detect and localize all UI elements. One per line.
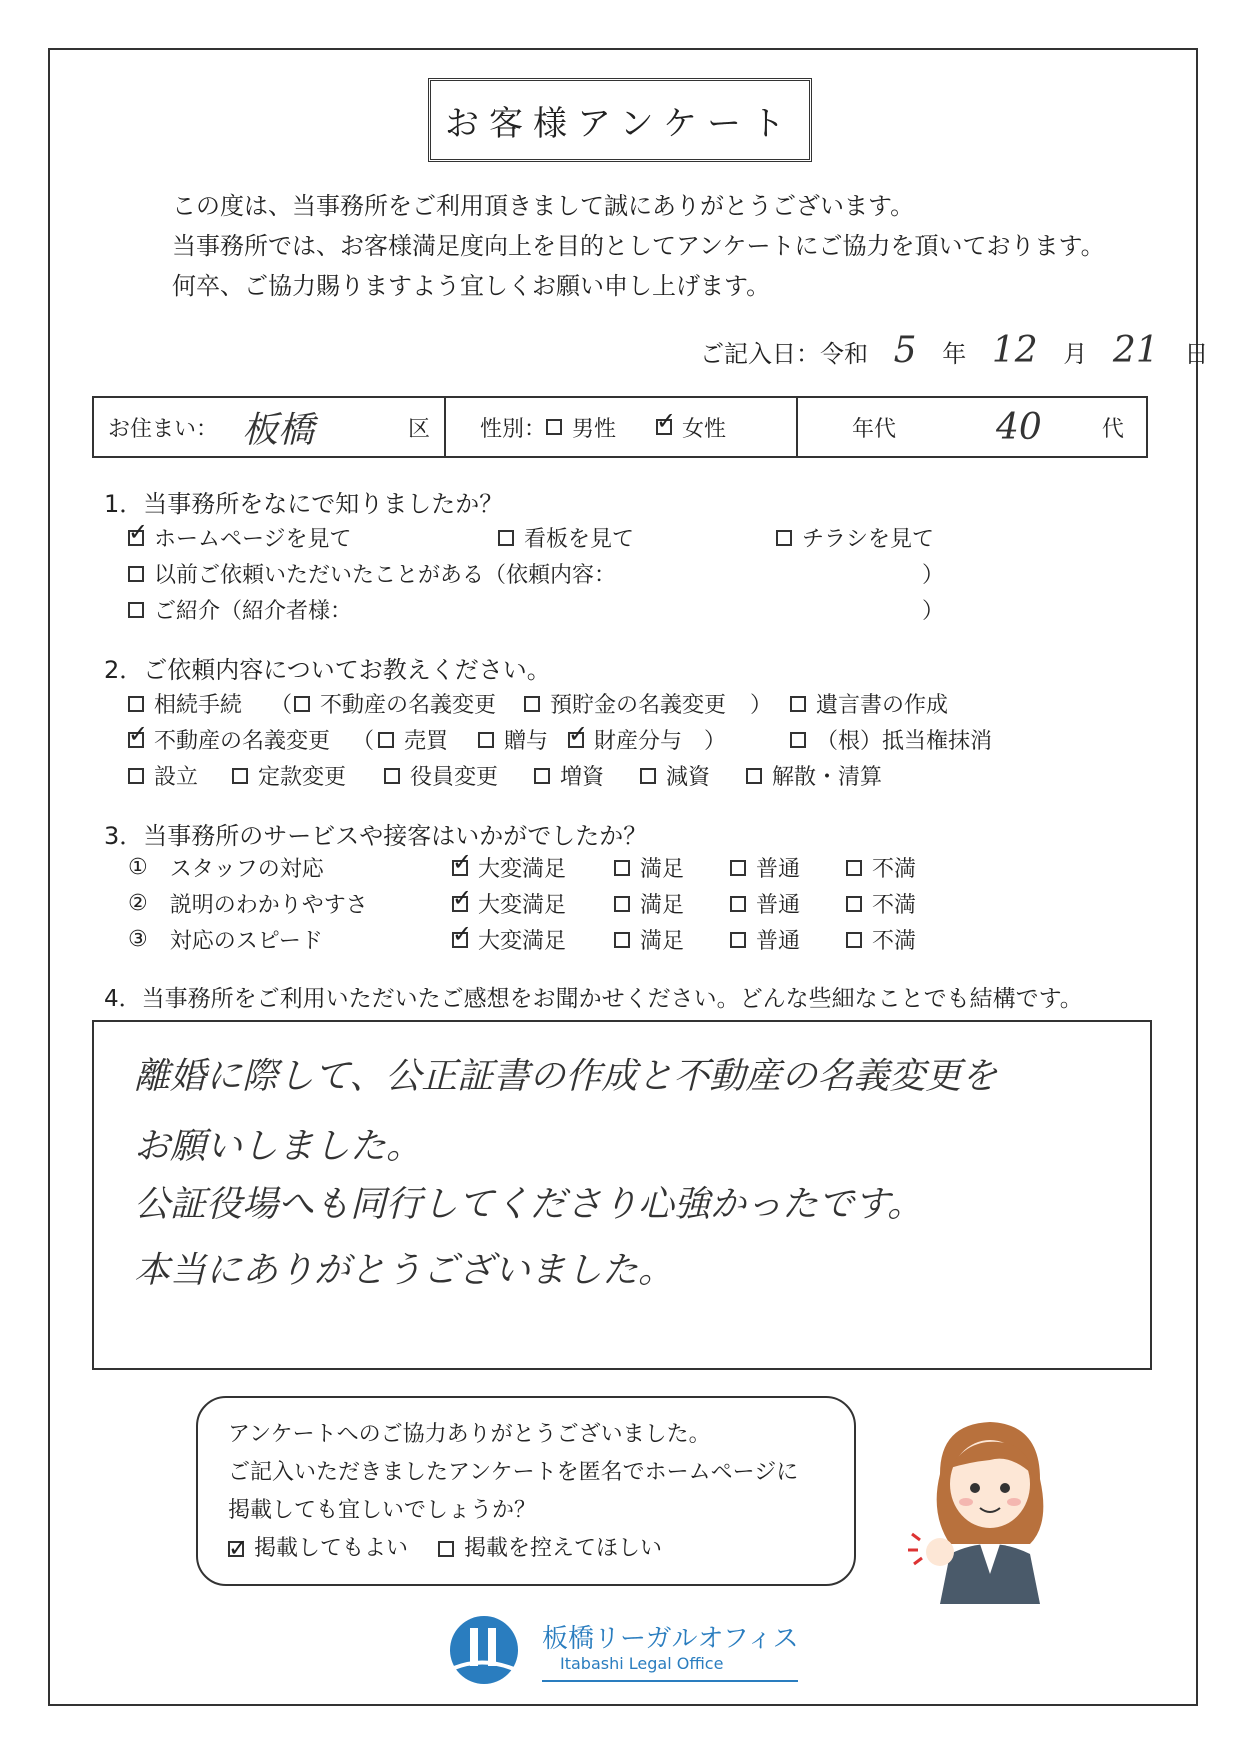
rating-label: 普通 (756, 893, 801, 918)
item-number: ② (128, 891, 148, 916)
q2-paren-open (270, 688, 292, 719)
rating-normal[interactable] (730, 852, 800, 883)
logo-name-en: Itabashi Legal Office (560, 1654, 724, 1673)
q1-option-referral[interactable] (128, 594, 352, 625)
option-label: 預貯金の名義変更 (550, 693, 727, 718)
paren: ） (704, 729, 727, 754)
age-cell (798, 398, 1146, 456)
date-label: ご記入日：令和 (700, 340, 868, 368)
q2-title: 2．ご依頼内容についてお教えください。 (104, 656, 551, 684)
q4-title: 4．当事務所をご利用いただいたご感想をお聞かせください。どんな些細なことでも結構です。 (104, 986, 1083, 1012)
checkbox[interactable] (128, 768, 144, 784)
paren: （ (352, 729, 375, 754)
checkbox[interactable] (384, 768, 400, 784)
bubble-line: アンケートへのご協力ありがとうございました。 (228, 1422, 711, 1447)
q2-paren-close (750, 688, 772, 719)
q2-gift[interactable] (478, 724, 548, 755)
rating-very-satisfied[interactable] (452, 888, 566, 919)
staff-illustration (900, 1404, 1070, 1604)
rating-label: 満足 (640, 857, 685, 882)
address-cell (94, 398, 446, 456)
address-value[interactable]: 板橋 (242, 409, 315, 451)
checkbox[interactable] (452, 860, 468, 876)
rating-satisfied[interactable] (614, 852, 684, 883)
q2-dissolution[interactable] (746, 760, 882, 791)
rating-normal[interactable] (730, 888, 800, 919)
rating-label: 大変満足 (478, 929, 567, 954)
checkbox[interactable] (790, 732, 806, 748)
checkbox[interactable] (294, 696, 310, 712)
item-number: ① (128, 855, 148, 880)
age-unit: 代 (1101, 416, 1124, 442)
checkbox[interactable] (846, 896, 862, 912)
option-label: 財産分与 (594, 729, 683, 754)
address-unit: 区 (407, 416, 430, 442)
option-label: ご紹介（紹介者様： (154, 599, 353, 624)
option-label: 贈与 (504, 729, 549, 754)
date-month[interactable]: 12 (991, 330, 1038, 371)
paren: （ (270, 693, 293, 718)
checkbox[interactable] (524, 696, 540, 712)
bubble-line: ご記入いただきましたアンケートを匿名でホームページに (228, 1460, 799, 1485)
close-paren: ） (922, 599, 945, 624)
checkbox[interactable] (478, 732, 494, 748)
option-label: ホームページを見て (154, 527, 352, 552)
day-unit: 日 (1184, 340, 1209, 368)
option-label: 増資 (560, 765, 605, 790)
checkbox[interactable] (640, 768, 656, 784)
q1-option-signboard[interactable] (498, 522, 634, 553)
option-label: チラシを見て (802, 527, 935, 552)
office-logo (446, 1612, 806, 1688)
checkbox[interactable] (228, 1541, 244, 1557)
male-checkbox[interactable] (546, 419, 562, 435)
q3-title: 3．当事務所のサービスや接客はいかがでしたか？ (104, 822, 648, 850)
q1-option-homepage[interactable] (128, 522, 352, 553)
rating-satisfied[interactable] (614, 924, 684, 955)
rating-normal[interactable] (730, 924, 800, 955)
consent-yes[interactable] (228, 1530, 408, 1568)
bubble-line: 掲載しても宜しいでしょうか？ (228, 1498, 537, 1523)
q2-officer-change[interactable] (384, 760, 498, 791)
intro-line: 当事務所では、お客様満足度向上を目的としてアンケートにご協力を頂いております。 (172, 232, 1105, 260)
checkbox[interactable] (452, 896, 468, 912)
q2-inheritance-realestate[interactable] (294, 688, 496, 719)
checkbox[interactable] (730, 860, 746, 876)
q2-inheritance[interactable] (128, 688, 242, 719)
checkbox[interactable] (746, 768, 762, 784)
option-label: 相続手続 (154, 693, 243, 718)
option-label: （根）抵当権抹消 (816, 729, 993, 754)
option-label: 設立 (154, 765, 199, 790)
item-label: 対応のスピード (169, 929, 323, 954)
checkbox[interactable] (776, 530, 792, 546)
date-field (700, 330, 1208, 371)
checkbox[interactable] (614, 932, 630, 948)
checkbox[interactable] (128, 732, 144, 748)
option-label: 遺言書の作成 (816, 693, 949, 718)
comment-line: 離婚に際して、公正証書の作成と不動産の名義変更を (134, 1056, 998, 1097)
checkbox[interactable] (128, 602, 144, 618)
q2-capital-decrease[interactable] (640, 760, 710, 791)
option-label: 定款変更 (258, 765, 347, 790)
q1-title: 1．当事務所をなにで知りましたか？ (104, 490, 504, 518)
logo-name-ja: 板橋リーガルオフィス (542, 1624, 799, 1654)
checkbox[interactable] (232, 768, 248, 784)
address-label: お住まい： (108, 416, 219, 442)
comment-line: お願いしました。 (134, 1126, 423, 1167)
rating-label: 大変満足 (478, 857, 567, 882)
intro-line: この度は、当事務所をご利用頂きまして誠にありがとうございます。 (172, 192, 915, 220)
checkbox[interactable] (568, 732, 584, 748)
respondent-info (92, 396, 1148, 458)
checkbox[interactable] (614, 860, 630, 876)
year-unit: 年 (942, 340, 967, 368)
age-value[interactable]: 40 (996, 406, 1042, 448)
q3-item-staff (128, 852, 324, 883)
rating-dissatisfied[interactable] (846, 924, 916, 955)
option-label: 以前ご依頼いただいたことがある（依頼内容： (154, 563, 617, 588)
page-title: お客様アンケート (428, 78, 812, 162)
comment-line: 公証役場へも同行してくださり心強かったです。 (134, 1184, 924, 1225)
rating-label: 普通 (756, 857, 801, 882)
rating-very-satisfied[interactable] (452, 924, 566, 955)
q2-capital-increase[interactable] (534, 760, 604, 791)
rating-label: 満足 (640, 929, 685, 954)
option-label: 不動産の名義変更 (154, 729, 331, 754)
logo-underline (542, 1680, 798, 1682)
paren: ） (750, 693, 773, 718)
close-paren: ） (922, 563, 945, 588)
option-label: 看板を見て (524, 527, 635, 552)
rating-label: 不満 (872, 893, 917, 918)
q2-articles-change[interactable] (232, 760, 346, 791)
item-label: 説明のわかりやすさ (169, 893, 368, 918)
checkbox[interactable] (438, 1541, 454, 1557)
checkbox[interactable] (730, 932, 746, 948)
rating-dissatisfied[interactable] (846, 852, 916, 883)
q2-will[interactable] (790, 688, 948, 719)
q2-sale[interactable] (378, 724, 448, 755)
intro-line: 何卒、ご協力賜りますよう宜しくお願い申し上げます。 (172, 272, 771, 300)
rating-satisfied[interactable] (614, 888, 684, 919)
q2-realestate-transfer[interactable] (128, 724, 330, 755)
consent-options (228, 1530, 854, 1568)
logo-icon (446, 1612, 522, 1688)
comment-line: 本当にありがとうございました。 (134, 1250, 675, 1291)
q2-mortgage-cancel[interactable] (790, 724, 992, 755)
age-label: 年代 (852, 416, 897, 442)
consent-no[interactable] (438, 1530, 662, 1568)
gender-label: 性別： (480, 416, 547, 442)
rating-label: 大変満足 (478, 893, 567, 918)
q2-property-division[interactable] (568, 724, 682, 755)
female-label: 女性 (682, 416, 727, 442)
rating-dissatisfied[interactable] (846, 888, 916, 919)
month-unit: 月 (1063, 340, 1088, 368)
q2-paren-open (352, 724, 374, 755)
q1-option-previous[interactable] (128, 558, 616, 589)
checkbox[interactable] (128, 566, 144, 582)
q2-inheritance-deposit[interactable] (524, 688, 726, 719)
checkbox[interactable] (378, 732, 394, 748)
option-label: 減資 (666, 765, 711, 790)
checkbox[interactable] (846, 932, 862, 948)
rating-label: 満足 (640, 893, 685, 918)
option-label: 役員変更 (410, 765, 499, 790)
comment-box[interactable] (92, 1020, 1152, 1370)
checkbox[interactable] (498, 530, 514, 546)
q2-paren-close (704, 724, 726, 755)
consent-bubble (196, 1396, 856, 1586)
option-label: 掲載してもよい (254, 1536, 409, 1561)
checkbox[interactable] (128, 530, 144, 546)
male-label: 男性 (572, 416, 617, 442)
item-label: スタッフの対応 (169, 857, 324, 882)
q1-option-flyer[interactable] (776, 522, 934, 553)
date-day[interactable]: 21 (1112, 330, 1159, 371)
option-label: 解散・清算 (772, 765, 883, 790)
q3-item-speed (128, 924, 323, 955)
option-label: 売買 (404, 729, 449, 754)
date-year[interactable]: 5 (893, 330, 917, 371)
option-label: 掲載を控えてほしい (464, 1536, 663, 1561)
option-label: 不動産の名義変更 (320, 693, 497, 718)
checkbox[interactable] (452, 932, 468, 948)
q3-item-explanation (128, 888, 368, 919)
checkbox[interactable] (614, 896, 630, 912)
checkbox[interactable] (730, 896, 746, 912)
intro-text (172, 186, 1105, 306)
rating-label: 不満 (872, 929, 917, 954)
checkbox[interactable] (846, 860, 862, 876)
rating-very-satisfied[interactable] (452, 852, 566, 883)
checkbox[interactable] (790, 696, 806, 712)
checkbox[interactable] (534, 768, 550, 784)
gender-cell (446, 398, 798, 456)
female-checkbox[interactable] (656, 419, 672, 435)
rating-label: 普通 (756, 929, 801, 954)
rating-label: 不満 (872, 857, 917, 882)
q2-establish[interactable] (128, 760, 198, 791)
checkbox[interactable] (128, 696, 144, 712)
item-number: ③ (128, 927, 148, 952)
